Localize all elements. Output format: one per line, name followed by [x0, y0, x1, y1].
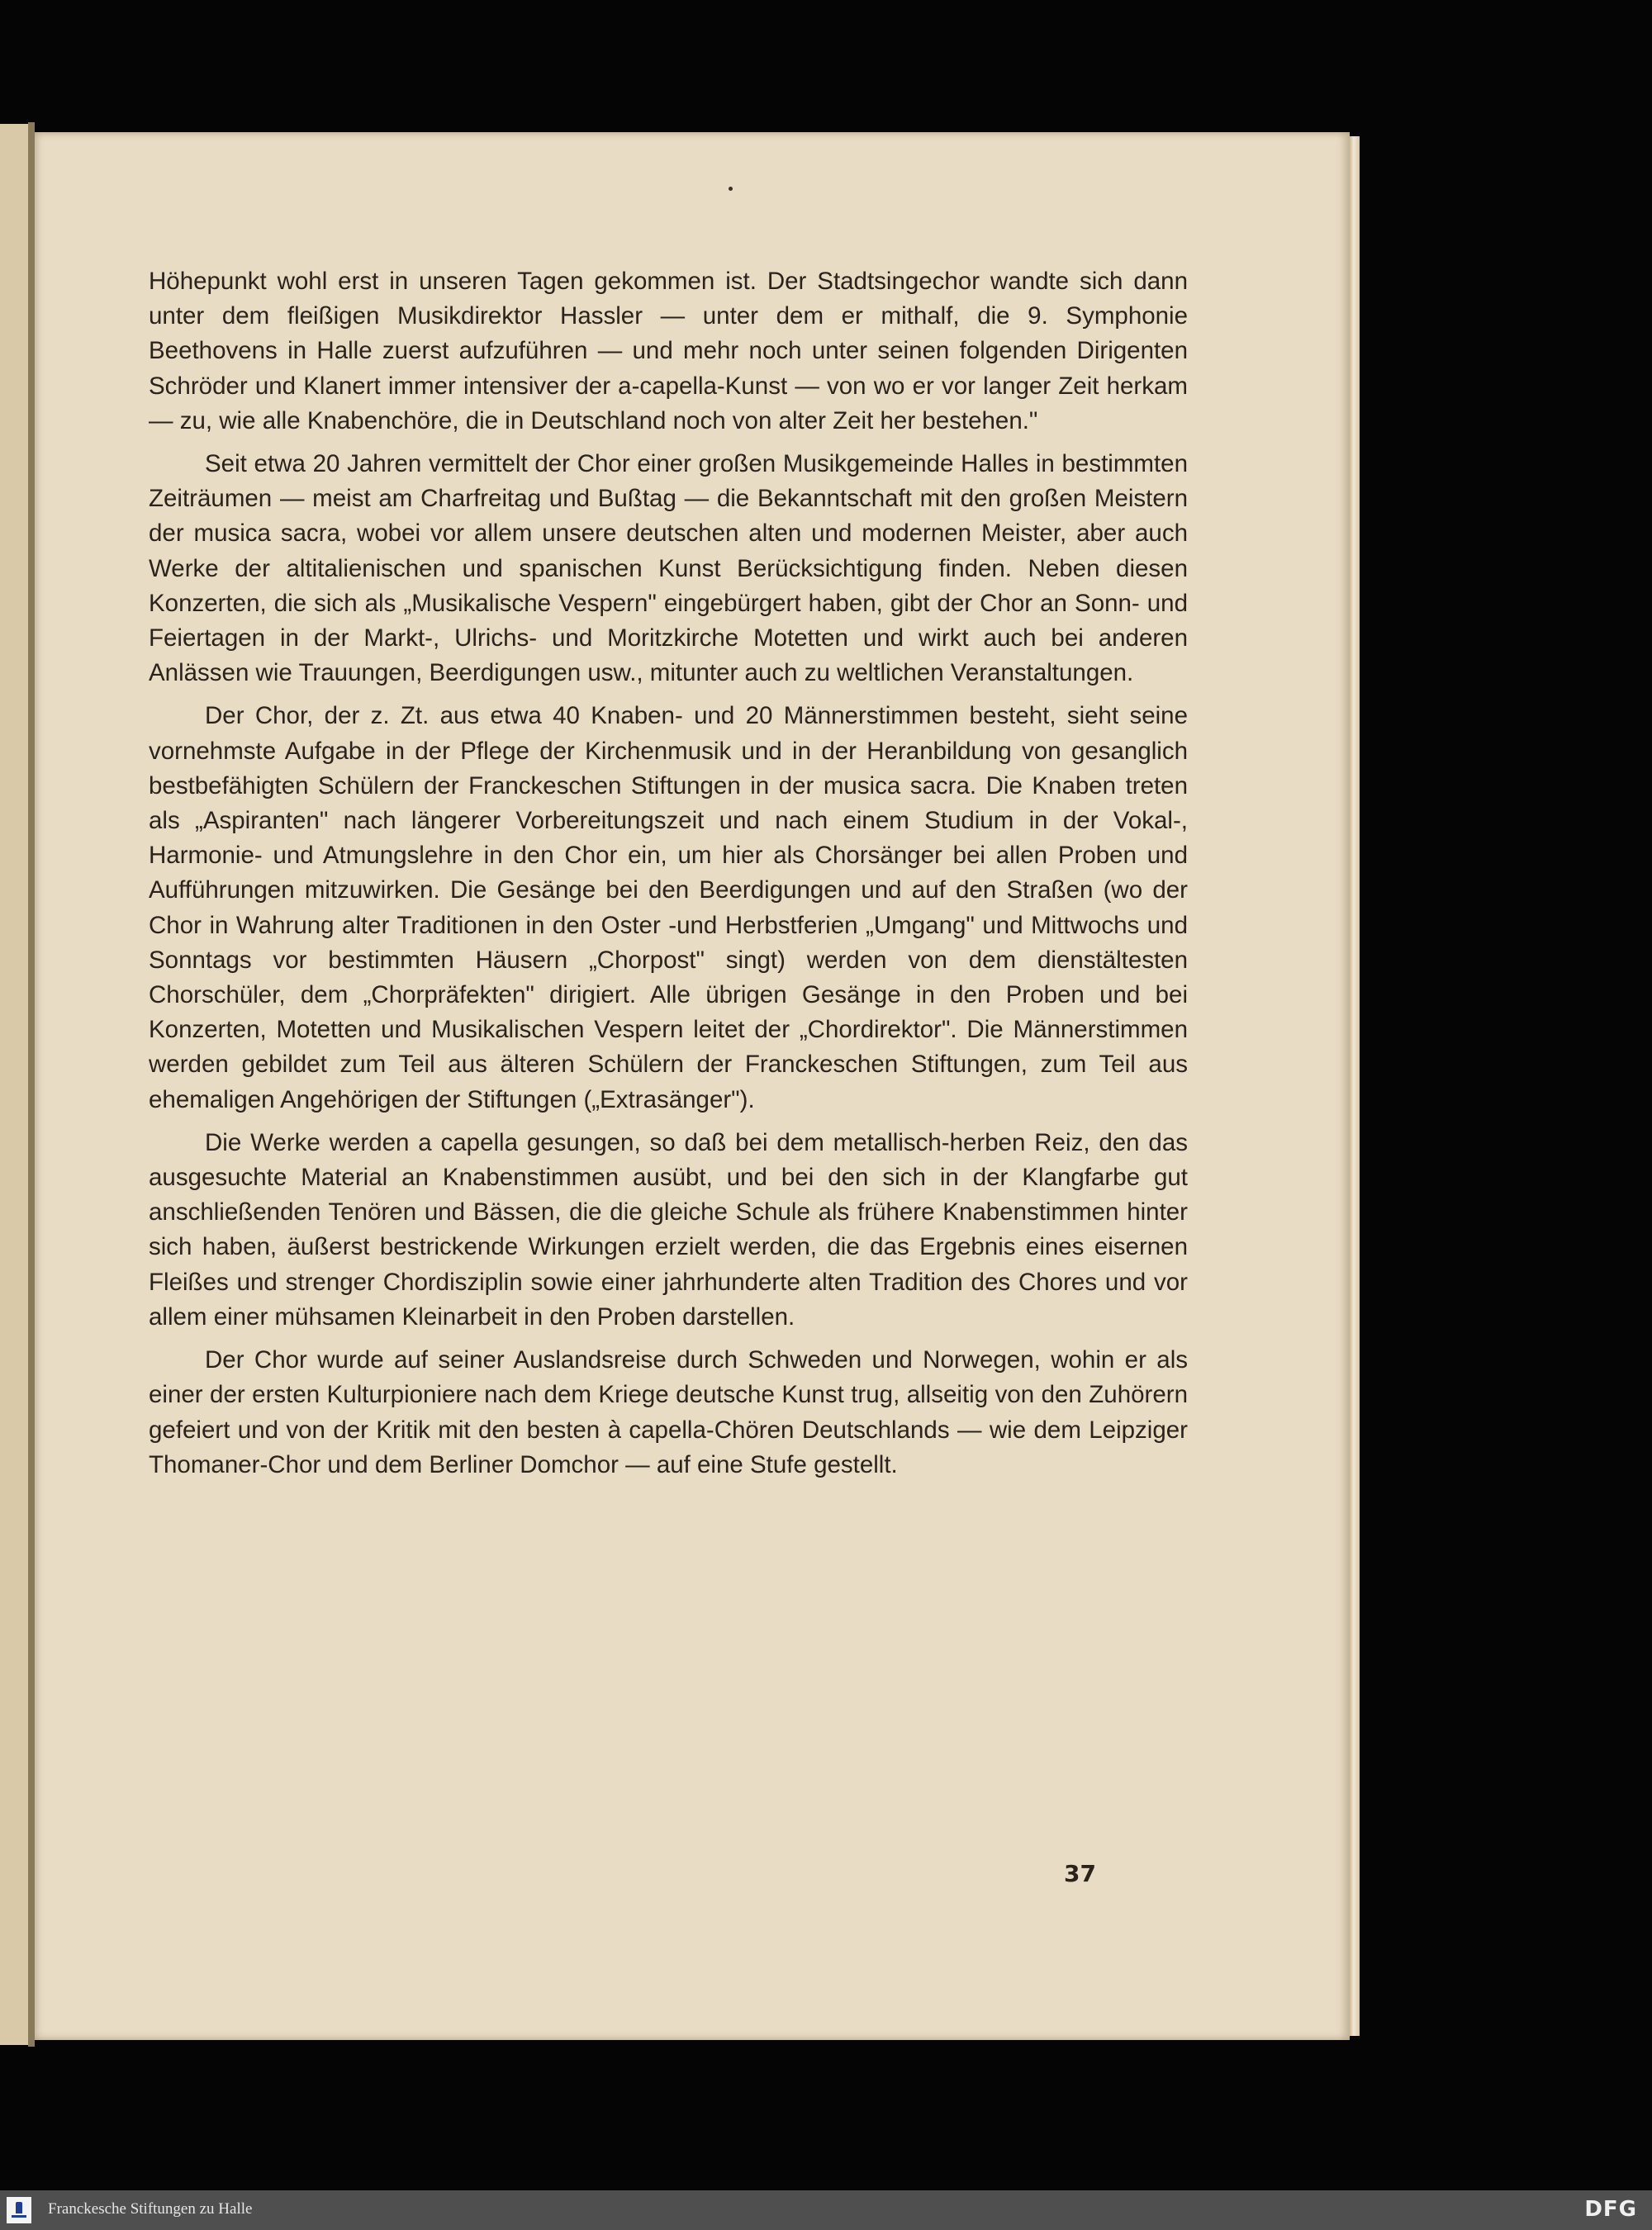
franckesche-stiftungen-logo-icon[interactable] [7, 2197, 31, 2223]
page-number: 37 [1064, 1860, 1096, 1887]
logo-base-shape [12, 2215, 26, 2218]
paragraph: Der Chor wurde auf seiner Auslandsreise durch Schweden und Norwegen, wohin er als einer der ersten Kulturpioniere nach dem Kriege deutsche Kunst trug, allseitig von den Zuhörern gefeiert und von der Kritik mit den besten à capella-Chören Deutschlands — wie dem Leipziger Thomaner-Chor und dem Berliner Domchor — auf eine Stufe gestellt. [149, 1346, 1188, 1478]
ink-speck [729, 187, 733, 191]
paragraph: Die Werke werden a capella gesungen, so daß bei dem metallisch-herben Reiz, den das ausgesuchte Material an Knabenstimmen ausübt, und bei den sich in der Klangfarbe gut anschließenden Tenören und Bässen, die die gleiche Schule als frühere Knabenstimmen hinter sich haben, äußerst bestrickende Wirkungen erzielt werden, die das Ergebnis eines eisernen Fleißes und strenger Chordisziplin sowie einer jahrhunderte alten Tradition des Chores und vor allem einer mühsamen Kleinarbeit in den Proben darstellen. [149, 1128, 1188, 1331]
gutter-shadow [28, 122, 35, 2047]
paragraph-continuation: Höhepunkt wohl erst in unseren Tagen gekommen ist. Der Stadtsingechor wandte sich dann unter dem fleißigen Musikdirektor Hassler — unter dem er mithalf, die 9. Symphonie Beethovens in Halle zuerst aufzuführen — und mehr noch unter seinen folgenden Dirigenten Schröder und Klanert immer intensiver der a-capella-Kunst — von wo er vor langer Zeit herkam — zu, wie alle Knabenchöre, die in Deutschland noch von alter Zeit her bestehen." [149, 268, 1188, 434]
book-page [35, 132, 1350, 2040]
institution-name[interactable]: Franckesche Stiftungen zu Halle [48, 2200, 253, 2218]
dfg-logo[interactable]: DFG [1584, 2197, 1637, 2222]
page-body-text [149, 264, 1188, 1483]
page-fore-edge [1350, 136, 1360, 2036]
paragraph: Seit etwa 20 Jahren vermittelt der Chor einer großen Musikgemeinde Halles in bestimmten Zeiträumen — meist am Charfreitag und Bußtag — die Bekanntschaft mit den großen Meistern der musica sacra, wobei vor allem unsere deutschen alten und modernen Meister, aber auch Werke der altitalienischen und spanischen Kunst Berücksichtigung finden. Neben diesen Konzerten, die sich als „Musikalische Vespern" eingebürgert haben, gibt der Chor an Sonn- und Feiertagen in der Markt-, Ulrichs- und Moritzkirche Motetten und wirkt auch bei anderen Anlässen wie Trauungen, Beerdigungen usw., mitunter auch zu weltlichen Veranstaltungen. [149, 450, 1188, 687]
paragraph: Der Chor, der z. Zt. aus etwa 40 Knaben- und 20 Männerstimmen besteht, sieht seine vornehmste Aufgabe in der Pflege der Kirchenmusik und in der Heranbildung von gesanglich bestbefähigten Schülern der Franckeschen Stiftungen in der musica sacra. Die Knaben treten als „Aspiranten" nach längerer Vorbereitungszeit und nach einem Studium in der Vokal-, Harmonie- und Atmungslehre in den Chor ein, um hier als Chorsänger bei allen Proben und Aufführungen mitzuwirken. Die Gesänge bei den Beerdigungen und auf den Straßen (wo der Chor in Wahrung alter Traditionen in den Oster -und Herbstferien „Umgang" und Mittwochs und Sonntags vor bestimmten Häusern „Chorpost" singt) werden von dem dienstältesten Chorschüler, dem „Chorpräfekten" dirigiert. Alle übrigen Gesänge in den Proben und bei Konzerten, Motetten und Musikalischen Vespern leitet der „Chordirektor". Die Männerstimmen werden gebildet zum Teil aus älteren Schülern der Franckeschen Stiftungen, zum Teil aus ehemaligen Angehörigen der Stiftungen („Extrasänger"). [149, 702, 1188, 1113]
left-page-edge [0, 124, 28, 2045]
viewer-footer-bar [0, 2190, 1652, 2230]
logo-building-shape [16, 2202, 22, 2213]
